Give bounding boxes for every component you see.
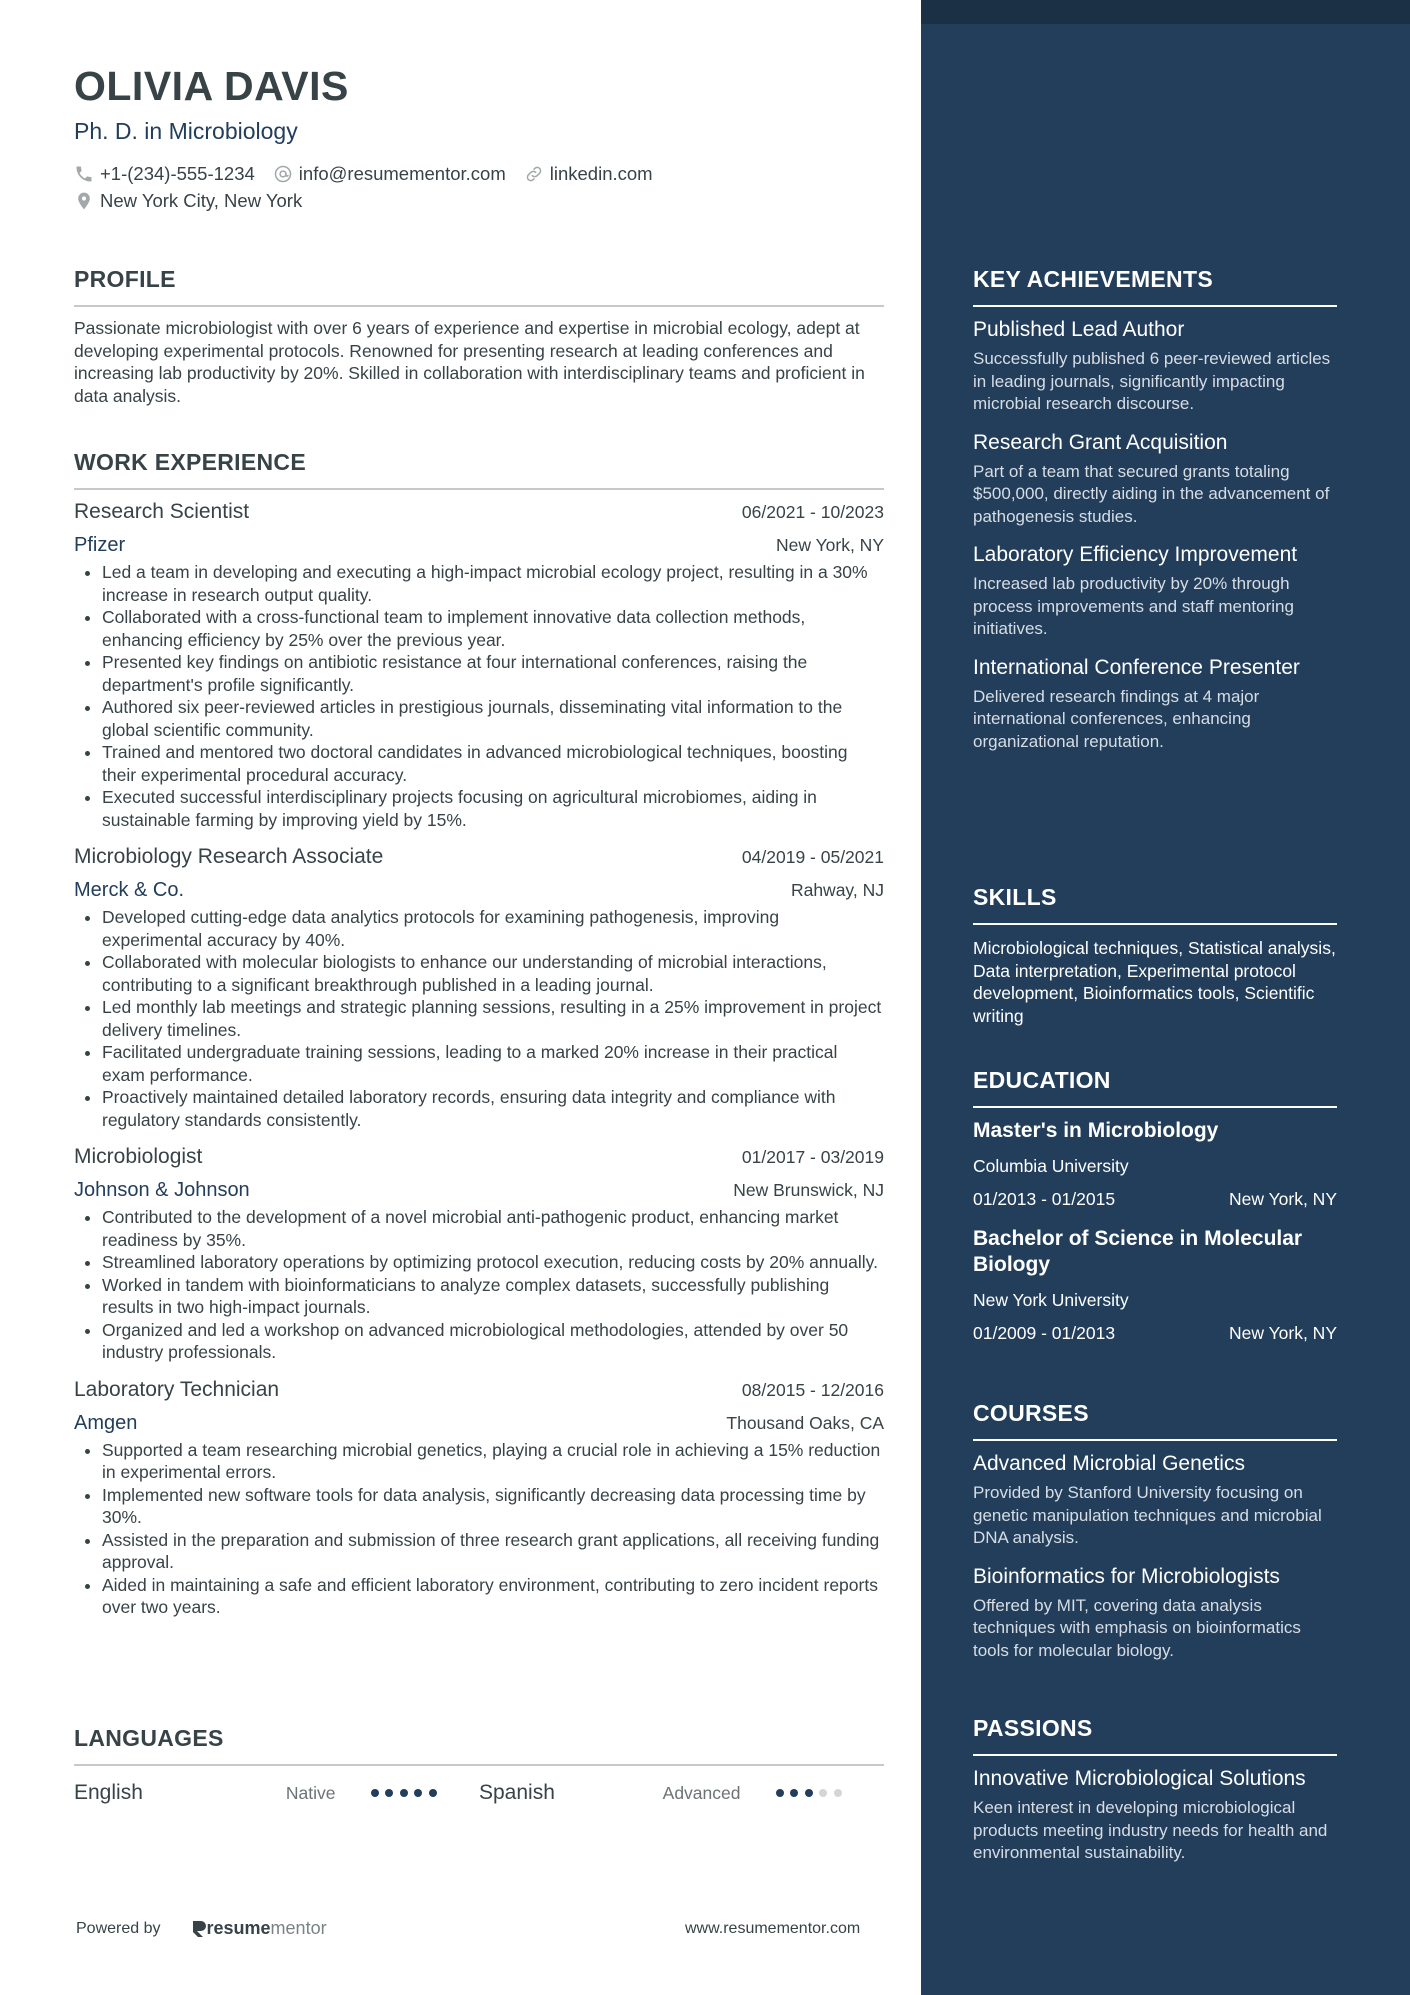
education-section bbox=[973, 1067, 1337, 1344]
bullet-item: • Collaborated with molecular biologists to enhance our understanding of microbial interactions, contributing to a significant breakthrough published in a leading journal. bbox=[102, 951, 884, 996]
job-dates: 06/2021 - 10/2023 bbox=[741, 502, 884, 522]
course-desc: Provided by Stanford University focusing on genetic manipulation techniques and microbial DNA analysis. bbox=[973, 1483, 1322, 1547]
degree-title: Bachelor of Science in Molecular Biology bbox=[973, 1227, 1303, 1276]
bullet-item: • Proactively maintained detailed laboratory records, ensuring data integrity and compliance with regulatory standards consistently. bbox=[102, 1086, 884, 1131]
education-dates: 01/2013 - 01/2015 bbox=[973, 1189, 1116, 1209]
course-title: Bioinformatics for Microbiologists bbox=[973, 1564, 1280, 1588]
language-rating bbox=[776, 1789, 884, 1797]
section-divider bbox=[973, 923, 1337, 925]
job-location: New York, NY bbox=[776, 535, 884, 555]
job-location: Rahway, NJ bbox=[790, 880, 884, 900]
location-text: New York City, New York bbox=[100, 189, 303, 211]
school-name: New York University bbox=[973, 1290, 1129, 1310]
achievement-item bbox=[973, 430, 1337, 529]
achievement-title: International Conference Presenter bbox=[973, 655, 1300, 679]
rating-dot bbox=[429, 1789, 437, 1797]
rating-dot bbox=[805, 1789, 813, 1797]
achievement-item bbox=[973, 655, 1337, 754]
course-title: Advanced Microbial Genetics bbox=[973, 1452, 1245, 1475]
rating-dot bbox=[371, 1789, 379, 1797]
bullet-item: • Assisted in the preparation and submission of three research grant applications, all receiving funding approval. bbox=[102, 1529, 884, 1574]
passion-desc: Keen interest in developing microbiological products meeting industry needs for health and environmental sustainability. bbox=[973, 1798, 1328, 1862]
candidate-name: OLIVIA DAVIS bbox=[74, 63, 349, 109]
achievement-title: Published Lead Author bbox=[973, 318, 1185, 341]
achievement-desc: Part of a team that secured grants totaling $500,000, directly aiding in the advancement of pathogenesis studies. bbox=[973, 461, 1330, 526]
job-title: Research Scientist bbox=[74, 500, 250, 523]
language-rating bbox=[371, 1789, 479, 1797]
bullet-item: • Led monthly lab meetings and strategic planning sessions, resulting in a 25% improvement in project delivery timelines. bbox=[102, 996, 884, 1041]
link-icon bbox=[524, 164, 544, 184]
achievement-title: Laboratory Efficiency Improvement bbox=[973, 543, 1298, 566]
education-item bbox=[973, 1226, 1337, 1344]
achievement-desc: Increased lab productivity by 20% through process improvements and staff mentoring initiatives. bbox=[973, 574, 1294, 638]
contact-info bbox=[74, 160, 671, 214]
section-divider bbox=[74, 1764, 884, 1766]
section-divider bbox=[74, 488, 884, 490]
section-divider bbox=[973, 1106, 1337, 1108]
job-location: Thousand Oaks, CA bbox=[726, 1412, 884, 1433]
skills-section bbox=[973, 884, 1337, 1027]
location-contact bbox=[74, 190, 302, 212]
bullet-item: • Trained and mentored two doctoral candidates in advanced microbiological techniques, boosting their experimental procedural accuracy. bbox=[102, 741, 884, 786]
skills-heading: SKILLS bbox=[973, 884, 1057, 910]
phone-text: +1-(234)-555-1234 bbox=[100, 162, 255, 184]
logo-text-bold: resume bbox=[206, 1918, 271, 1938]
company-name: Amgen bbox=[74, 1411, 138, 1434]
bullet-item: • Aided in maintaining a safe and efficient laboratory environment, contributing to zero incident reports over two years. bbox=[102, 1574, 884, 1619]
job-dates: 08/2015 - 12/2016 bbox=[741, 1379, 884, 1400]
job-entry bbox=[74, 500, 884, 831]
passions-heading: PASSIONS bbox=[973, 1715, 1093, 1741]
achievement-desc: Successfully published 6 peer-reviewed articles in leading journals, significantly impacting microbial research discourse. bbox=[973, 349, 1331, 413]
job-location: New Brunswick, NJ bbox=[733, 1180, 884, 1200]
email-text: info@resumementor.com bbox=[298, 162, 506, 184]
resumementor-logo[interactable] bbox=[191, 1918, 327, 1939]
sidebar-column bbox=[921, 0, 1410, 1995]
bullet-item: • Facilitated undergraduate training sessions, leading to a marked 20% increase in their practical exam performance. bbox=[102, 1041, 884, 1086]
job-title: Microbiologist bbox=[74, 1145, 203, 1168]
bullet-item: • Presented key findings on antibiotic resistance at four international conferences, raising the department's profile significantly. bbox=[102, 651, 884, 696]
job-entry bbox=[74, 1145, 884, 1364]
section-divider bbox=[74, 305, 884, 307]
job-bullets bbox=[74, 561, 884, 831]
job-entry bbox=[74, 845, 884, 1131]
languages-heading: LANGUAGES bbox=[74, 1725, 224, 1751]
language-name: Spanish bbox=[479, 1781, 555, 1804]
passions-section bbox=[973, 1715, 1337, 1865]
course-item bbox=[973, 1564, 1337, 1663]
job-entry bbox=[74, 1378, 884, 1619]
bullet-item: • Worked in tandem with bioinformaticians to analyze complex datasets, successfully publishing results in two high-impact journals. bbox=[102, 1274, 884, 1319]
logo-text-light: mentor bbox=[270, 1918, 327, 1938]
bullet-item: • Led a team in developing and executing a high-impact microbial ecology project, resulting in a 30% increase in research output quality. bbox=[102, 561, 884, 606]
education-location: New York, NY bbox=[1229, 1189, 1337, 1209]
bullet-item: • Supported a team researching microbial genetics, playing a crucial role in achieving a 15% reduction in experimental errors. bbox=[102, 1439, 884, 1484]
languages-section bbox=[74, 1725, 884, 1808]
job-dates: 04/2019 - 05/2021 bbox=[741, 847, 884, 867]
education-heading: EDUCATION bbox=[973, 1067, 1111, 1093]
profile-section bbox=[74, 266, 884, 407]
company-name: Merck & Co. bbox=[74, 879, 185, 901]
courses-heading: COURSES bbox=[973, 1400, 1089, 1426]
phone-contact[interactable] bbox=[74, 163, 255, 185]
achievements-heading: KEY ACHIEVEMENTS bbox=[973, 266, 1213, 292]
section-divider bbox=[973, 1754, 1337, 1756]
achievement-title: Research Grant Acquisition bbox=[973, 430, 1228, 454]
phone-icon bbox=[74, 164, 94, 184]
school-name: Columbia University bbox=[973, 1156, 1129, 1176]
bullet-item: • Contributed to the development of a novel microbial anti-pathogenic product, enhancing market readiness by 35%. bbox=[102, 1206, 884, 1251]
job-bullets bbox=[74, 1439, 884, 1619]
job-bullets bbox=[74, 906, 884, 1131]
section-divider bbox=[973, 305, 1337, 307]
profile-text: Passionate microbiologist with over 6 years of experience and expertise in microbial ecology, adept at developing experimental protocols. Renowned for presenting research at leading conferences and increasing lab productivity by 20%. Skilled in collaboration with interdisciplinary teams and proficient in data analysis. bbox=[74, 318, 865, 406]
experience-heading: WORK EXPERIENCE bbox=[74, 449, 306, 475]
section-divider bbox=[973, 1439, 1337, 1441]
company-name: Pfizer bbox=[74, 534, 126, 556]
rating-dot bbox=[776, 1789, 784, 1797]
company-name: Johnson & Johnson bbox=[74, 1179, 250, 1201]
language-name: English bbox=[74, 1781, 143, 1804]
achievement-desc: Delivered research findings at 4 major international conferences, enhancing organizational reputation. bbox=[973, 686, 1260, 751]
language-level: Native bbox=[285, 1782, 336, 1803]
rating-dot bbox=[790, 1789, 798, 1797]
achievement-item bbox=[973, 542, 1337, 641]
rating-dot bbox=[819, 1789, 827, 1797]
language-level: Advanced bbox=[662, 1782, 741, 1803]
experience-section bbox=[74, 449, 884, 1619]
linkedin-contact[interactable] bbox=[524, 163, 653, 185]
passion-title: Innovative Microbiological Solutions bbox=[973, 1767, 1306, 1790]
rating-dot bbox=[400, 1789, 408, 1797]
education-dates: 01/2009 - 01/2013 bbox=[973, 1323, 1116, 1343]
linkedin-text: linkedin.com bbox=[549, 162, 653, 184]
rating-dot bbox=[385, 1789, 393, 1797]
bullet-item: • Developed cutting-edge data analytics protocols for examining pathogenesis, improving experimental accuracy by 40%. bbox=[102, 906, 884, 951]
bullet-item: • Streamlined laboratory operations by optimizing protocol execution, reducing costs by 20% annually. bbox=[102, 1251, 884, 1274]
bullet-item: • Implemented new software tools for data analysis, significantly decreasing data processing time by 30%. bbox=[102, 1484, 884, 1529]
education-item bbox=[973, 1118, 1337, 1210]
email-contact[interactable] bbox=[273, 163, 506, 185]
education-location: New York, NY bbox=[1229, 1323, 1337, 1343]
candidate-title: Ph. D. in Microbiology bbox=[74, 118, 298, 144]
passion-item bbox=[973, 1766, 1337, 1865]
sidebar-top-bar bbox=[921, 0, 1410, 24]
courses-section bbox=[973, 1400, 1337, 1662]
bullet-item: • Collaborated with a cross-functional team to implement innovative data collection methods, enhancing efficiency by 25% over the previous year. bbox=[102, 606, 884, 651]
location-pin-icon bbox=[74, 191, 94, 211]
footer-branding bbox=[76, 1918, 327, 1939]
degree-title: Master's in Microbiology bbox=[973, 1119, 1219, 1142]
bullet-item: • Executed successful interdisciplinary projects focusing on agricultural microbiomes, aiding in sustainable farming by improving yield by 15%. bbox=[102, 786, 884, 831]
bullet-item: • Organized and led a workshop on advanced microbiological methodologies, attended by over 50 industry professionals. bbox=[102, 1319, 884, 1364]
rating-dot bbox=[414, 1789, 422, 1797]
achievements-section bbox=[973, 266, 1337, 753]
at-icon bbox=[273, 164, 293, 184]
profile-heading: PROFILE bbox=[74, 266, 176, 292]
logo-mark-icon bbox=[191, 1919, 207, 1939]
footer-website[interactable]: www.resumementor.com bbox=[685, 1920, 861, 1937]
bullet-item: • Authored six peer-reviewed articles in prestigious journals, disseminating vital information to the global scientific community. bbox=[102, 696, 884, 741]
job-title: Microbiology Research Associate bbox=[74, 845, 384, 868]
job-bullets bbox=[74, 1206, 884, 1364]
achievement-item bbox=[973, 317, 1337, 416]
skills-list: Microbiological techniques, Statistical analysis, Data interpretation, Experimental protocol development, Bioinformatics tools, Scientific writing bbox=[973, 938, 1336, 1026]
course-desc: Offered by MIT, covering data analysis techniques with emphasis on bioinformatics tools for molecular biology. bbox=[973, 1595, 1301, 1660]
course-item bbox=[973, 1451, 1337, 1550]
rating-dot bbox=[834, 1789, 842, 1797]
job-dates: 01/2017 - 03/2019 bbox=[741, 1147, 884, 1167]
powered-by-text: Powered by bbox=[76, 1919, 161, 1937]
job-title: Laboratory Technician bbox=[74, 1377, 280, 1401]
